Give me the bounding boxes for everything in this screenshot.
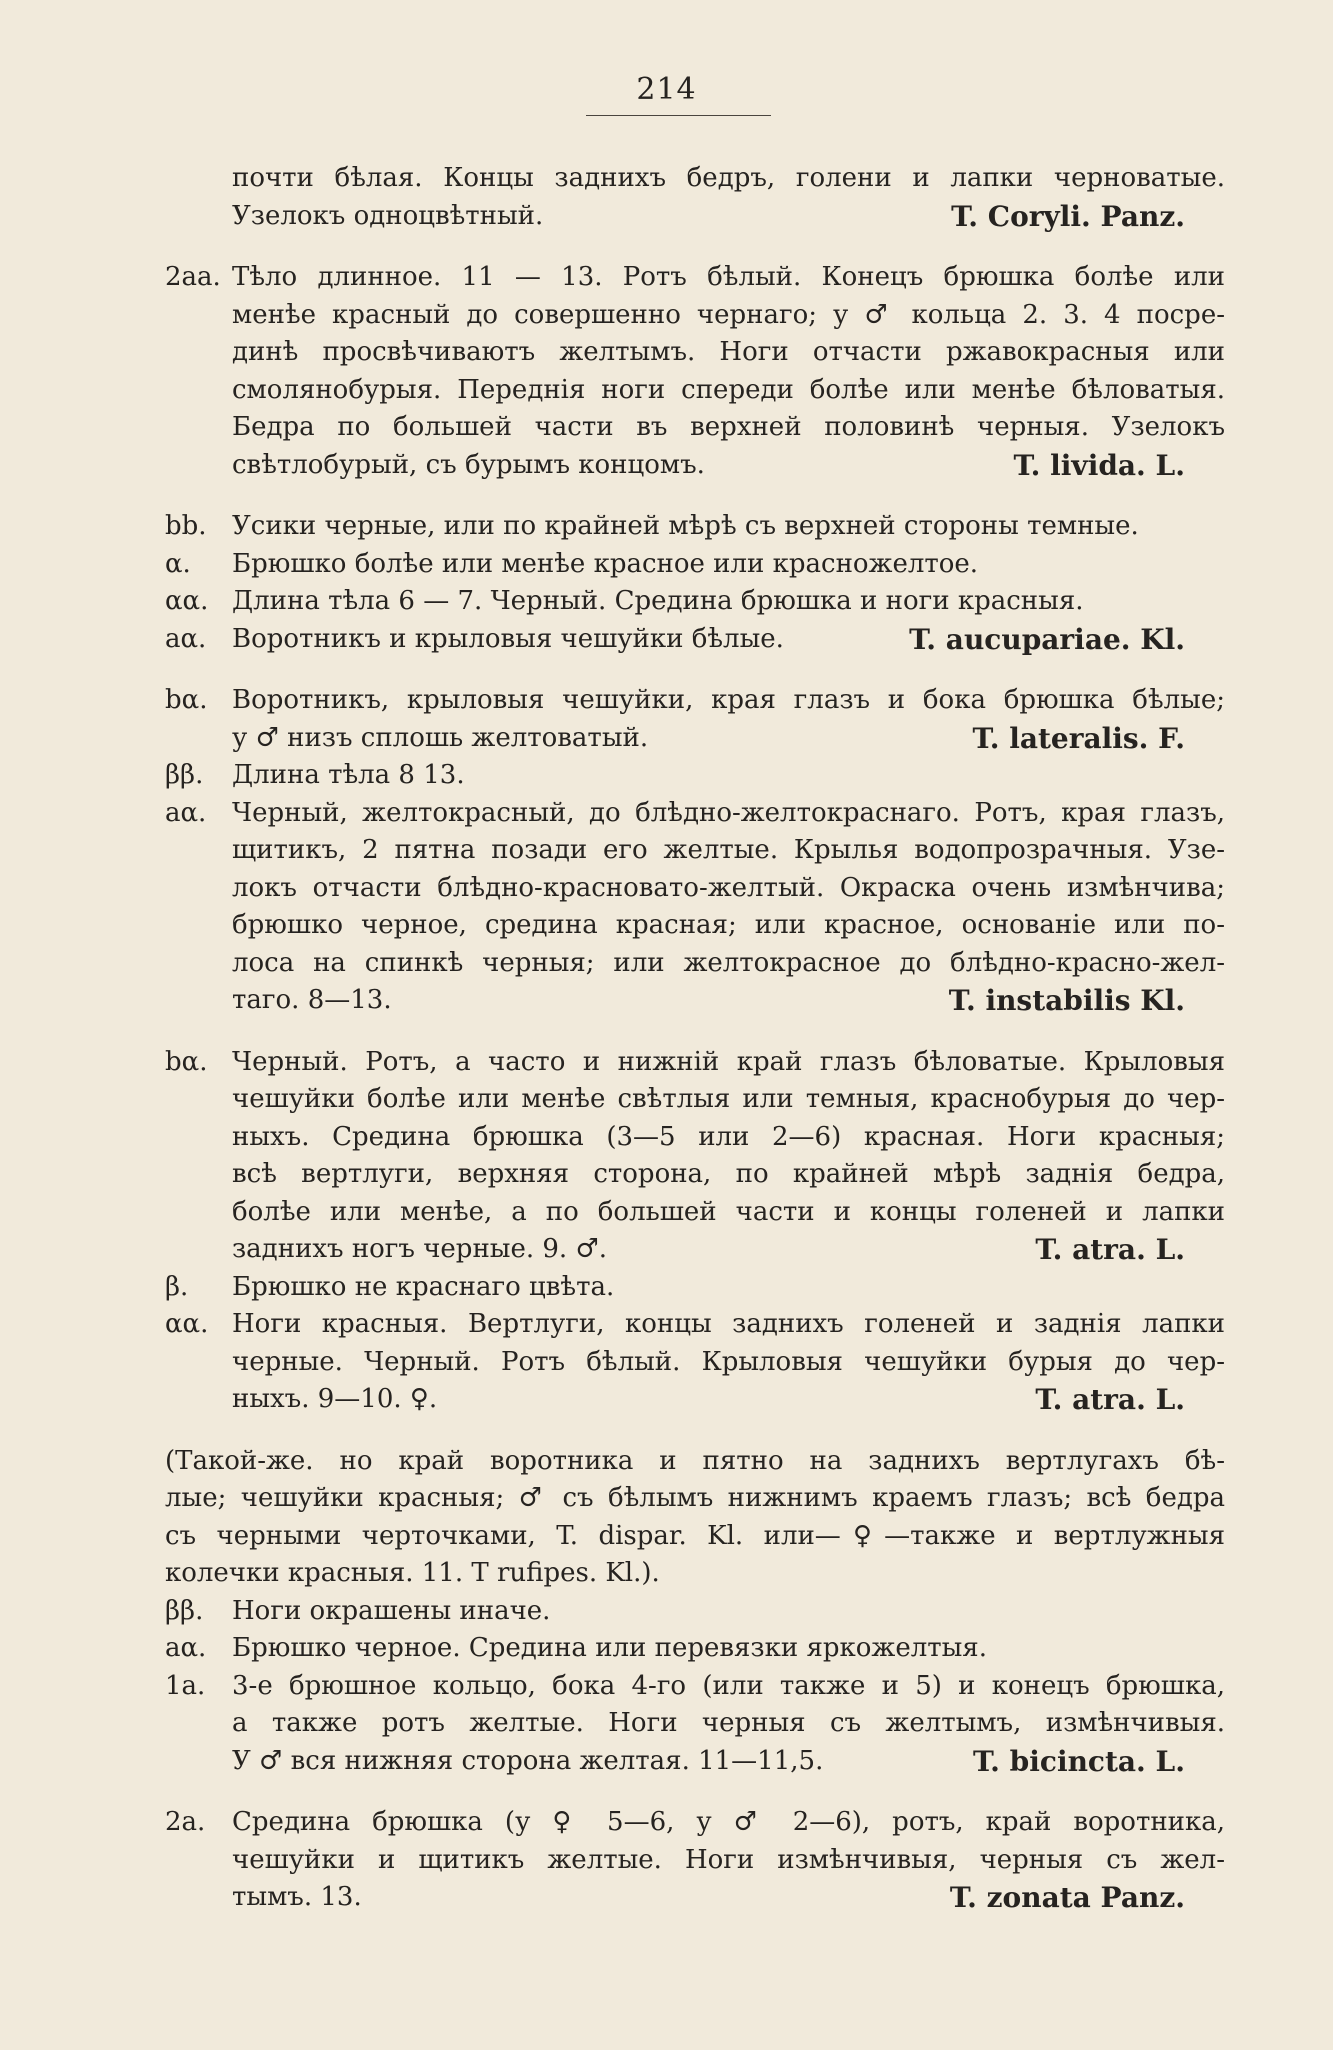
text-line: динѣ просвѣчиваютъ желтымъ. Ноги отчасти ржавокрасныя или xyxy=(232,337,1225,367)
text-line: Ноги красныя. Вертлуги, концы заднихъ голеней и заднія лапки xyxy=(232,1309,1225,1339)
key-entry xyxy=(165,508,1225,546)
key-marker: aα. xyxy=(165,623,207,654)
text-line: Брюшко не краснаго цвѣта. xyxy=(232,1271,615,1302)
key-text xyxy=(232,1593,1225,1631)
entry-final-line xyxy=(232,198,1225,236)
text-line: Воротникъ, крыловыя чешуйки, края глазъ и бока брюшка бѣлые; xyxy=(232,685,1225,715)
species-name: T. Coryli. Panz. xyxy=(951,199,1185,233)
text-line: Брюшко болѣе или менѣе красное или красножелтое. xyxy=(232,548,979,579)
entry-final-line xyxy=(232,982,1225,1020)
key-entry xyxy=(165,546,1225,584)
key-text xyxy=(232,1630,1225,1668)
entry-final-line xyxy=(232,1743,1225,1781)
text-line: Средина брюшка (у ♀ 5—6, у ♂ 2—6), ротъ, край воротника, xyxy=(232,1807,1225,1837)
key-entry xyxy=(165,1044,1225,1269)
key-text xyxy=(232,1804,1225,1917)
text-line: у ♂ низъ сплошь желтоватый. xyxy=(232,722,649,753)
species-name: T. aucupariae. Kl. xyxy=(909,622,1185,656)
key-marker: 1a. xyxy=(165,1670,206,1701)
text-line: Усики черные, или по крайней мѣрѣ съ верхней стороны темные. xyxy=(232,511,1139,541)
text-line: смолянобурыя. Переднія ноги спереди болѣе или менѣе бѣловатыя. xyxy=(232,374,1225,405)
text-line: ныхъ. 9—10. ♀. xyxy=(232,1384,438,1414)
key-text xyxy=(232,546,1225,584)
page-number-rule xyxy=(586,115,771,116)
key-entry xyxy=(165,259,1225,484)
species-name: T. zonata Panz. xyxy=(949,1881,1185,1914)
species-name: T. instabilis Kl. xyxy=(948,984,1185,1017)
text-line: тымъ. 13. xyxy=(232,1882,362,1912)
text-line: черные. Черный. Ротъ бѣлый. Крыловыя чешуйки бурыя до чер- xyxy=(232,1346,1225,1377)
entry-final-line xyxy=(232,1879,1225,1917)
text-line: всѣ вертлуги, верхняя сторона, по крайней мѣрѣ заднія бедра, xyxy=(232,1159,1225,1189)
text-line: Брюшко черное. Средина или перевязки яркожелтыя. xyxy=(232,1633,987,1663)
key-marker: 2aa. xyxy=(165,262,221,292)
key-marker: β. xyxy=(165,1271,189,1302)
key-marker: ββ. xyxy=(165,1595,204,1626)
key-text xyxy=(232,583,1225,621)
key-marker: 2a. xyxy=(165,1807,206,1837)
text-line: Ноги окрашены иначе. xyxy=(232,1595,551,1626)
text-line: свѣтлобурый, съ бурымъ концомъ. xyxy=(232,449,705,480)
key-marker: bb. xyxy=(165,511,207,541)
text-line: чешуйки и щитикъ желтые. Ноги измѣнчивыя, черныя съ жел- xyxy=(232,1844,1225,1875)
key-marker: aα. xyxy=(165,1633,207,1663)
text-line: Черный, желтокрасный, до блѣдно-желтокраснаго. Ротъ, края глазъ, xyxy=(232,797,1225,828)
text-line: менѣе красный до совершенно чернаго; у ♂ кольца 2. 3. 4 посре- xyxy=(232,299,1225,330)
species-name: T. lateralis. F. xyxy=(972,721,1185,755)
key-entry xyxy=(165,583,1225,621)
key-entry xyxy=(165,1269,1225,1307)
text-line: чешуйки болѣе или менѣе свѣтлыя или темныя, краснобурыя до чер- xyxy=(232,1084,1225,1114)
key-entry xyxy=(165,682,1225,757)
key-text xyxy=(232,1668,1225,1781)
key-entry xyxy=(165,1443,1225,1593)
entry-final-line xyxy=(232,621,1225,659)
text-line: Длина тѣла 8 13. xyxy=(232,760,465,790)
key-text xyxy=(232,259,1225,484)
text-line: таго. 8—13. xyxy=(232,985,392,1015)
text-line: лоса на спинкѣ черныя; или желтокрасное до блѣдно-красно-жел- xyxy=(232,947,1225,978)
key-text xyxy=(232,757,1225,795)
key-entry xyxy=(165,1668,1225,1781)
text-body xyxy=(165,160,1225,1917)
entry-final-line xyxy=(232,1231,1225,1269)
key-text xyxy=(232,160,1225,235)
page-number: 214 xyxy=(636,72,697,107)
entry-final-line xyxy=(232,447,1225,485)
text-line: У ♂ вся нижняя сторона желтая. 11—11,5. xyxy=(232,1745,824,1776)
key-text xyxy=(232,1269,1225,1307)
key-entry xyxy=(165,795,1225,1020)
key-entry xyxy=(165,621,1225,659)
key-entry xyxy=(165,160,1225,235)
text-line: лые; чешуйки красныя; ♂ съ бѣлымъ нижнимъ краемъ глазъ; всѣ бедра xyxy=(165,1483,1225,1513)
key-entry xyxy=(165,1630,1225,1668)
key-text xyxy=(232,621,1225,659)
key-text xyxy=(232,508,1225,546)
text-line: ныхъ. Средина брюшка (3—5 или 2—6) красная. Ноги красныя; xyxy=(232,1121,1225,1152)
key-entry xyxy=(165,757,1225,795)
text-line: почти бѣлая. Концы заднихъ бедръ, голени и лапки черноватые. xyxy=(232,163,1225,193)
key-marker: bα. xyxy=(165,1046,208,1077)
key-entry xyxy=(165,1306,1225,1419)
species-name: T. atra. L. xyxy=(1035,1233,1185,1266)
text-line: 3-е брюшное кольцо, бока 4-го (или также и 5) и конецъ брюшка, xyxy=(232,1670,1225,1701)
text-line: болѣе или менѣе, а по большей части и концы голеней и лапки xyxy=(232,1196,1225,1227)
text-line: Бедра по большей части въ верхней половинѣ черныя. Узелокъ xyxy=(232,412,1225,442)
text-line: брюшко черное, средина красная; или красное, основаніе или по- xyxy=(232,910,1225,940)
key-marker: aα. xyxy=(165,797,207,828)
key-marker: ββ. xyxy=(165,760,204,790)
species-name: T. bicincta. L. xyxy=(972,1744,1185,1778)
text-line: Воротникъ и крыловыя чешуйки бѣлые. xyxy=(232,623,784,654)
text-line: (Такой-же. но край воротника и пятно на заднихъ вертлугахъ бѣ- xyxy=(165,1445,1225,1476)
key-text xyxy=(232,795,1225,1020)
text-line: Длина тѣла 6 — 7. Черный. Средина брюшка и ноги красныя. xyxy=(232,586,1084,616)
text-line: Тѣло длинное. 11 — 13. Ротъ бѣлый. Конецъ брюшка болѣе или xyxy=(232,262,1225,292)
text-line: съ черными черточками, T. dispar. Kl. или—♀—также и вертлужныя xyxy=(165,1520,1225,1551)
text-line: щитикъ, 2 пятна позади его желтые. Крылья водопрозрачныя. Узе- xyxy=(232,835,1225,865)
species-name: T. livida. L. xyxy=(1013,448,1185,482)
text-line: локъ отчасти блѣдно-красновато-желтый. Окраска очень измѣнчива; xyxy=(232,872,1225,903)
text-line: колечки красныя. 11. T rufipes. Kl.). xyxy=(165,1558,660,1588)
key-marker: αα. xyxy=(165,586,209,616)
key-entry xyxy=(165,1593,1225,1631)
key-marker: bα. xyxy=(165,685,208,715)
text-line: заднихъ ногъ черные. 9. ♂. xyxy=(232,1234,608,1264)
entry-final-line xyxy=(232,1381,1225,1419)
entry-final-line xyxy=(232,720,1225,758)
text-line: а также ротъ желтые. Ноги черныя съ желтымъ, измѣнчивыя. xyxy=(232,1708,1225,1738)
key-text xyxy=(232,682,1225,757)
key-text xyxy=(232,1306,1225,1419)
note-paragraph xyxy=(165,1443,1225,1593)
text-line: Черный. Ротъ, а часто и нижній край глазъ бѣловатые. Крыловыя xyxy=(232,1046,1225,1077)
species-name: T. atra. L. xyxy=(1035,1383,1185,1416)
text-line: Узелокъ одноцвѣтный. xyxy=(232,200,544,231)
key-marker: α. xyxy=(165,548,191,579)
key-marker: αα. xyxy=(165,1309,209,1339)
key-marker xyxy=(165,160,232,235)
key-text xyxy=(232,1044,1225,1269)
key-entry xyxy=(165,1804,1225,1917)
